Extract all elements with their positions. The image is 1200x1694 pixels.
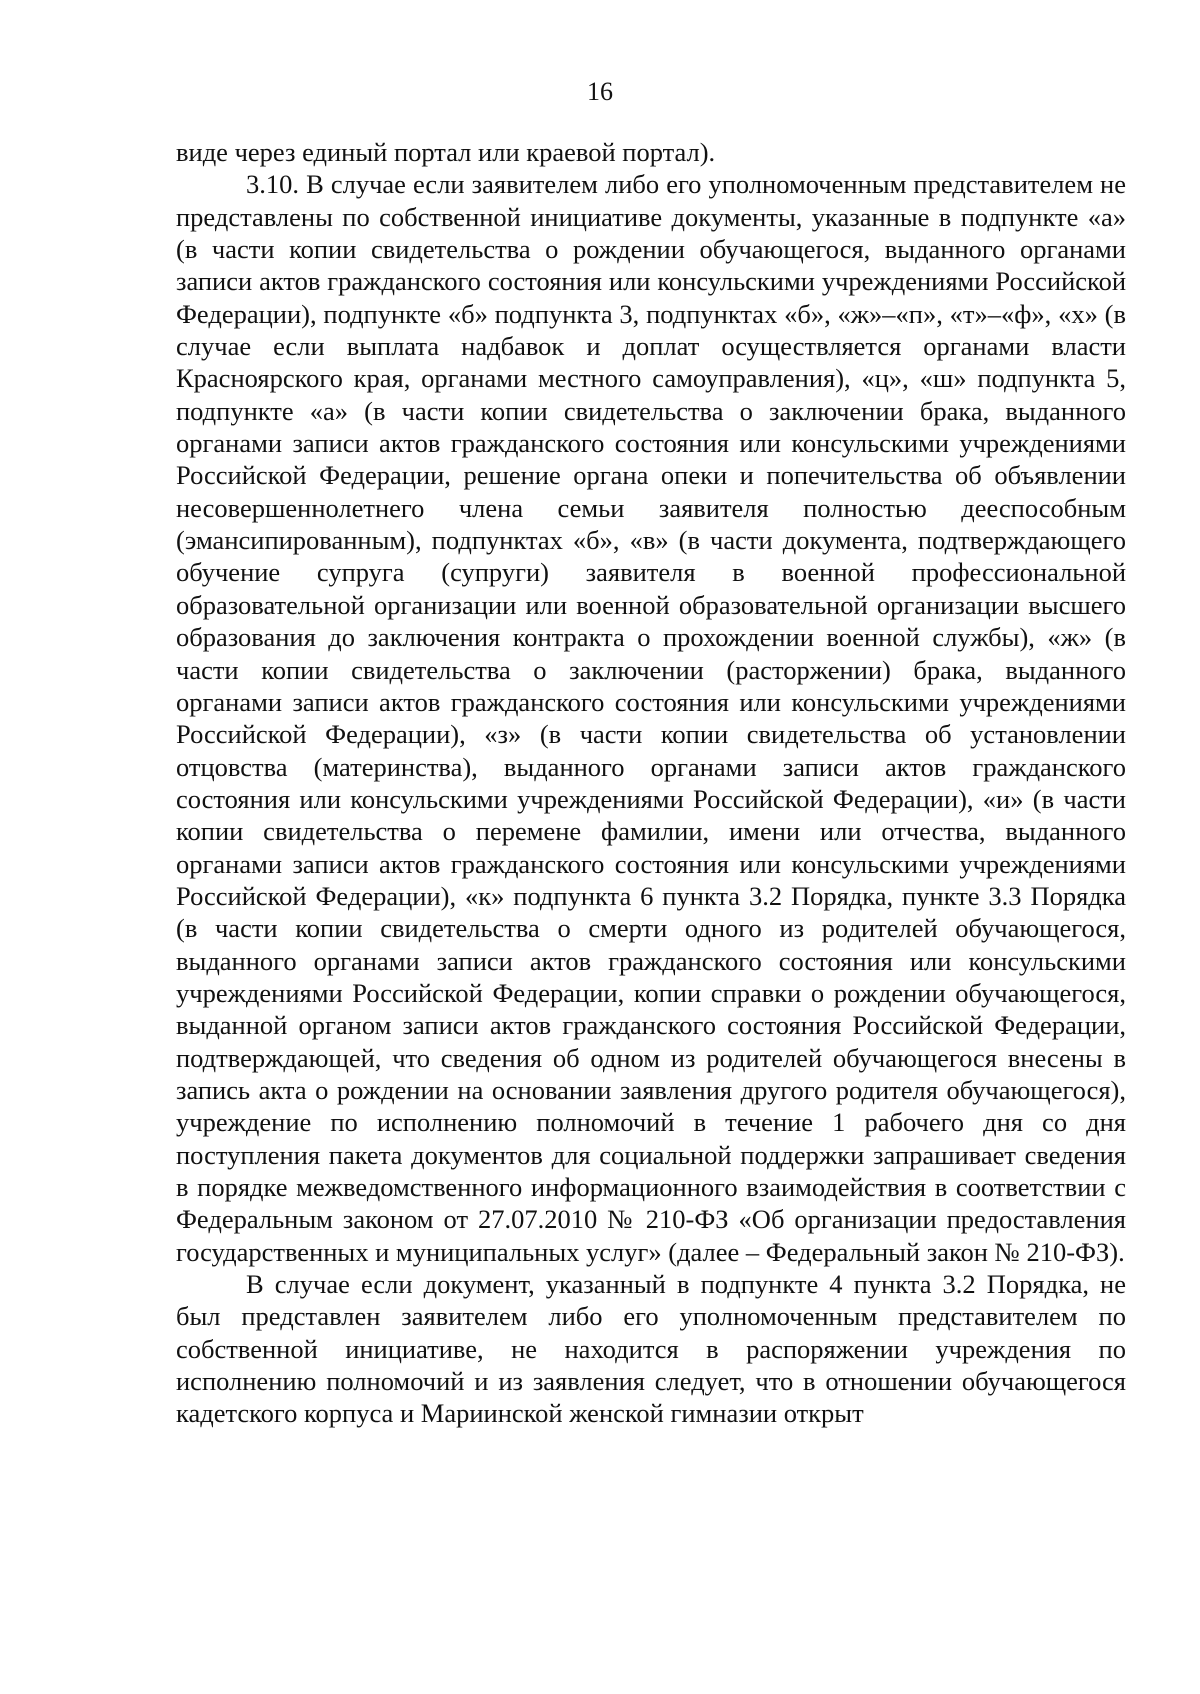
paragraph-subparagraph-4: В случае если документ, указанный в подпункте 4 пункта 3.2 Порядка, не был представлен заявителем либо его уполномоченным представителем по собственной инициативе, не находится в распоряжении учреждения по исполнению полномочий и из заявления следует, что в отношении обучающегося кадетского корпуса и Мариинской женской гимназии открыт — [176, 1269, 1126, 1429]
paragraph-continuation: виде через единый портал или краевой портал). — [176, 137, 716, 167]
page-number: 16 — [587, 77, 613, 106]
document-body — [176, 136, 1126, 1430]
paragraph-clause-3-10: 3.10. В случае если заявителем либо его уполномоченным представителем не представлены по собственной инициативе документы, указанные в подпункте «а» (в части копии свидетельства о рождении обучающегося, выданного органами записи актов гражданского состояния или консульскими учреждениями Российской Федерации), подпункте «б» подпункта 3, подпунктах «б», «ж»–«п», «т»–«ф», «х» (в случае если выплата надбавок и доплат осуществляется органами власти Красноярского края, органами местного самоуправления), «ц», «ш» подпункта 5, подпункте «а» (в части копии свидетельства о заключении брака, выданного органами записи актов гражданского состояния или консульскими учреждениями Российской Федерации, решение органа опеки и попечительства об объявлении несовершеннолетнего члена семьи заявителя полностью дееспособным (эмансипированным), подпунктах «б», «в» (в части документа, подтверждающего обучение супруга (супруги) заявителя в военной профессиональной образовательной организации или военной образовательной организации высшего образования до заключения контракта о прохождении военной службы), «ж» (в части копии свидетельства о заключении (расторжении) брака, выданного органами записи актов гражданского состояния или консульскими учреждениями Российской Федерации), «з» (в части копии свидетельства об установлении отцовства (материнства), выданного органами записи актов гражданского состояния или консульскими учреждениями Российской Федерации), «и» (в части копии свидетельства о перемене фамилии, имени или отчества, выданного органами записи актов гражданского состояния или консульскими учреждениями Российской Федерации), «к» подпункта 6 пункта 3.2 Порядка, пункте 3.3 Порядка (в части копии свидетельства о смерти одного из родителей обучающегося, выданного органами записи актов гражданского состояния или консульскими учреждениями Российской Федерации, копии справки о рождении обучающегося, выданной органом записи актов гражданского состояния Российской Федерации, подтверждающей, что сведения об одном из родителей обучающегося внесены в запись акта о рождении на основании заявления другого родителя обучающегося), учреждение по исполнению полномочий в течение 1 рабочего дня со дня поступления пакета документов для социальной поддержки запрашивает сведения в порядке межведомственного информационного взаимодействия в соответствии с Федеральным законом от 27.07.2010 № 210-ФЗ «Об организации предоставления государственных и муниципальных услуг» (далее – Федеральный закон № 210-ФЗ). — [176, 169, 1126, 1267]
